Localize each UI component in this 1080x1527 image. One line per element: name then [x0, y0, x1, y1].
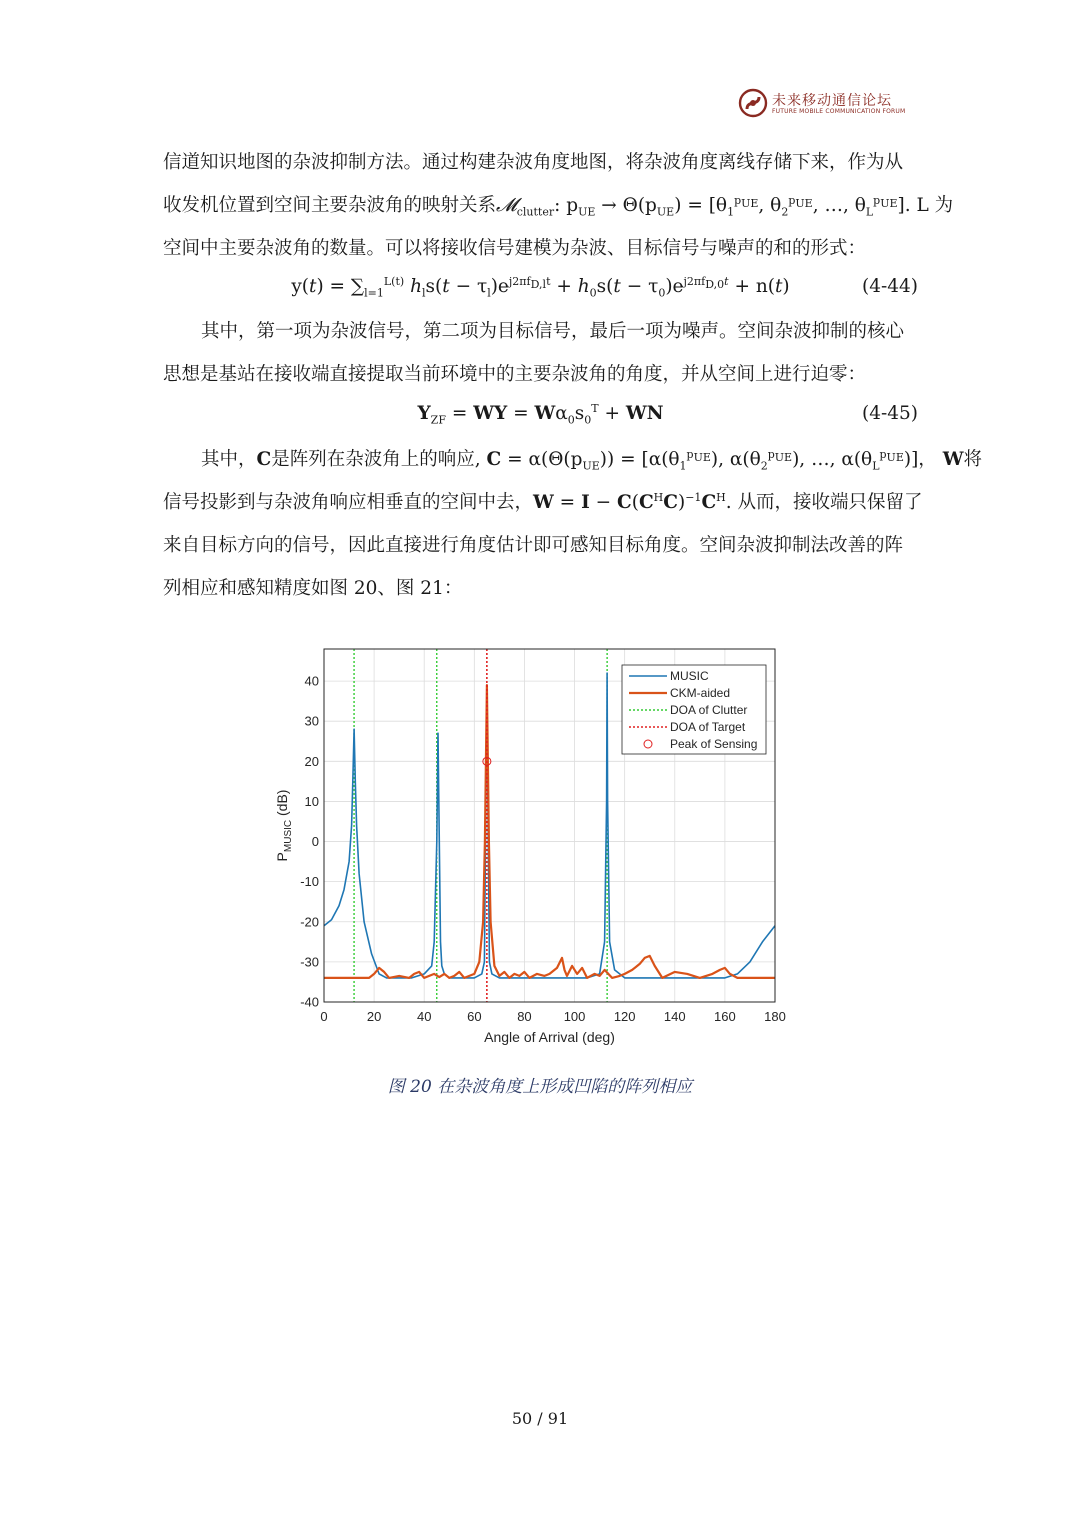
equation-4-45	[163, 395, 918, 435]
paragraph-3-line-1: 其中，C是阵列在杂波角上的响应, $C = \alpha(\Theta(p_{UE})) = [\alpha(\theta_1^{p_{UE}})$, $\alpha(\theta_2^{p_{UE}})$, …, $\alpha(\theta_L^{p_{UE}})$]， W将	[201, 447, 982, 473]
paragraph-2	[163, 310, 918, 396]
y-tick-label: 40	[304, 673, 319, 689]
equation-4-45-number: (4-45)	[862, 403, 918, 424]
equation-4-44-body: $y(t) = \sum_{l=1}^{L(t)}$ $h_ls(t - \tau_l)e^{j2\pi f_{D,l}t} + h_0s(t - \tau_0)e^{j2\pi f_{D,0}t} + n(t)$	[291, 274, 790, 300]
x-tick-label: 80	[517, 1009, 532, 1024]
paragraph-3-line-3: 来自目标方向的信号，因此直接进行角度估计即可感知目标角度。空间杂波抑制法改善的阵	[163, 535, 904, 556]
equation-4-44	[163, 268, 918, 308]
x-tick-label: 0	[320, 1009, 328, 1024]
paragraph-1-line-2: 收发机位置到空间主要杂波角的映射关系𝓜$_{clutter}$: $p_{UE} \to \Theta(p_{UE}) = [\theta_1^{p_{UE}}$, $\theta_2^{p_{UE}}$, …, $\theta_L^{p_{UE}}$]. L 为	[163, 193, 954, 219]
x-tick-label: 140	[663, 1009, 686, 1024]
logo-chinese-text: 未来移动通信论坛	[772, 93, 892, 109]
y-tick-label: 10	[304, 793, 319, 809]
x-tick-label: 180	[764, 1009, 786, 1024]
paragraph-3-line-2: 信号投影到与杂波角响应相垂直的空间中去，$W = I - C(C^HC)^{-1}C^H$. 从而，接收端只保留了	[163, 490, 923, 513]
x-tick-label: 100	[563, 1009, 586, 1024]
forum-logo-icon	[738, 88, 768, 118]
y-tick-label: 20	[304, 753, 319, 769]
x-tick-label: 20	[366, 1009, 382, 1024]
logo-english-text: FUTURE MOBILE COMMUNICATION FORUM	[772, 108, 906, 115]
paragraph-3	[163, 438, 982, 610]
y-tick-label: 0	[311, 834, 319, 850]
music-spectrum-chart	[260, 640, 800, 1060]
figure-caption: 图 20 在杂波角度上形成凹陷的阵列相应	[387, 1077, 693, 1097]
x-tick-label: 160	[714, 1009, 736, 1024]
y-tick-label: -20	[300, 914, 319, 930]
music-spectrum-figure	[260, 640, 800, 1060]
page-number: 50 / 91	[511, 1409, 569, 1428]
y-tick-label: 30	[304, 713, 319, 729]
legend-entry: DOA of Clutter	[670, 703, 748, 717]
forum-logo	[738, 88, 906, 122]
x-tick-label: 60	[467, 1009, 482, 1024]
paragraph-1	[163, 141, 954, 270]
y-tick-label: -30	[300, 954, 319, 970]
paragraph-1-line-3: 空间中主要杂波角的数量。可以将接收信号建模为杂波、目标信号与噪声的和的形式：	[163, 238, 867, 259]
y-tick-label: -40	[300, 994, 319, 1010]
paragraph-3-line-4: 列相应和感知精度如图 20、图 21：	[163, 578, 463, 599]
y-tick-label: -10	[300, 874, 319, 890]
paragraph-2-line-1: 其中，第一项为杂波信号，第二项为目标信号，最后一项为噪声。空间杂波抑制的核心	[201, 321, 905, 342]
legend-entry: Peak of Sensing	[670, 737, 758, 751]
x-axis-label: Angle of Arrival (deg)	[484, 1029, 615, 1045]
paragraph-2-line-2: 思想是基站在接收端直接提取当前环境中的主要杂波角的角度，并从空间上进行迫零：	[163, 364, 867, 385]
equation-4-45-body: $Y_{ZF}$ = WY = $W\alpha_0s_0^T$ + WN	[417, 401, 664, 427]
equation-4-44-number: (4-44)	[862, 276, 918, 297]
legend-entry: MUSIC	[670, 669, 709, 683]
y-axis-label: $P_{MUSIC}$ (dB)	[274, 789, 294, 862]
legend-entry: CKM-aided	[670, 686, 731, 700]
x-tick-label: 40	[416, 1009, 432, 1024]
legend-entry: DOA of Target	[670, 720, 746, 734]
paragraph-1-line-1: 信道知识地图的杂波抑制方法。通过构建杂波角度地图，将杂波角度离线存储下来，作为从	[163, 152, 904, 173]
x-tick-label: 120	[613, 1009, 636, 1024]
